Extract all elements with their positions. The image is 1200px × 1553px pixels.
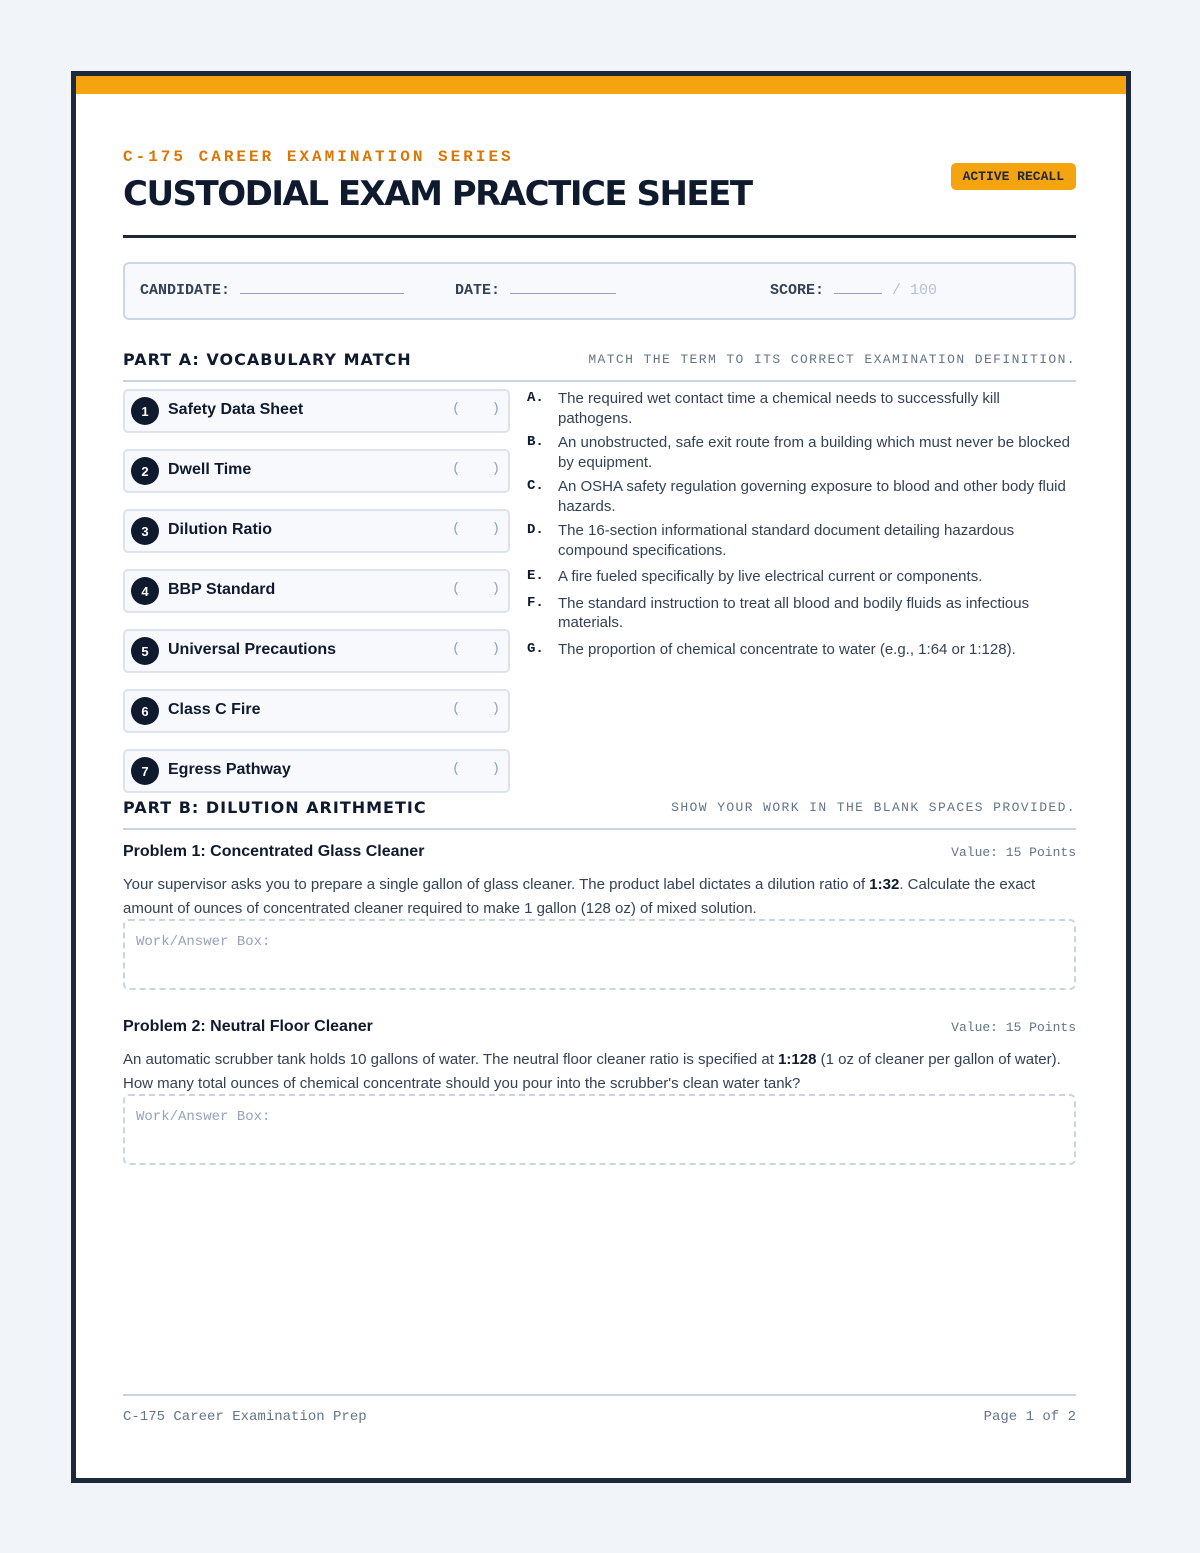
definition-item — [527, 477, 1076, 516]
score-max: / 100 — [892, 282, 938, 299]
date-field[interactable] — [455, 281, 616, 299]
part-b-title: PART B: DILUTION ARITHMETIC — [123, 798, 427, 817]
term-item — [123, 449, 510, 493]
part-a-title: PART A: VOCABULARY MATCH — [123, 350, 412, 369]
definition-item — [527, 640, 1076, 660]
definition-letter: B. — [527, 434, 544, 450]
term-answer-blank[interactable]: ( ) — [452, 701, 500, 717]
answer-box-label: Work/Answer Box: — [136, 1109, 271, 1125]
term-number: 1 — [131, 397, 159, 425]
dilution-ratio: 1:32 — [869, 876, 900, 893]
active-recall-badge: ACTIVE RECALL — [951, 163, 1076, 190]
term-item — [123, 569, 510, 613]
definition-item — [527, 521, 1076, 560]
part-b-header — [123, 798, 1076, 830]
term-answer-blank[interactable]: ( ) — [452, 761, 500, 777]
definition-item — [527, 594, 1076, 633]
score-label: SCORE: — [770, 282, 825, 299]
footer-divider — [123, 1394, 1076, 1396]
problem-text: Your supervisor asks you to prepare a single gallon of glass cleaner. The product label dictates a dilution ratio of 1:32. Calculate the exact amount of ounces of concentrated cleaner required to make 1 gallon (128 oz) of mixed solution. — [123, 876, 1036, 917]
problem-text: An automatic scrubber tank holds 10 gallons of water. The neutral floor cleaner ratio is specified at 1:128 (1 oz of cleaner per gallon of water). How many total ounces of chemical concentrate should you pour into the scrubber's clean water tank? — [123, 1051, 1061, 1092]
definition-text: A fire fueled specifically by live electrical current or components. — [558, 568, 983, 585]
problem-value: Value: 15 Points — [951, 845, 1076, 860]
definition-letter: A. — [527, 390, 544, 406]
footer-title: C-175 Career Examination Prep — [123, 1409, 367, 1425]
definition-text: The standard instruction to treat all blood and bodily fluids as infectious materials. — [558, 594, 1030, 631]
term-number: 2 — [131, 457, 159, 485]
date-blank[interactable] — [510, 281, 616, 294]
title-divider — [123, 235, 1076, 238]
term-label: Safety Data Sheet — [168, 401, 304, 418]
candidate-field[interactable] — [140, 281, 404, 299]
term-number: 5 — [131, 637, 159, 665]
answer-box-label: Work/Answer Box: — [136, 934, 271, 950]
term-label: Dilution Ratio — [168, 521, 272, 538]
term-answer-blank[interactable]: ( ) — [452, 581, 500, 597]
term-answer-blank[interactable]: ( ) — [452, 521, 500, 537]
problem-title: Problem 1: Concentrated Glass Cleaner — [123, 843, 425, 860]
term-answer-blank[interactable]: ( ) — [452, 461, 500, 477]
page-number: Page 1 of 2 — [983, 1409, 1076, 1425]
term-list — [123, 389, 510, 809]
score-field[interactable] — [770, 281, 937, 299]
series-label: C-175 CAREER EXAMINATION SERIES — [123, 148, 514, 166]
part-a-header — [123, 350, 1076, 382]
definition-letter: D. — [527, 522, 544, 538]
definition-item — [527, 389, 1076, 428]
term-label: Universal Precautions — [168, 641, 337, 658]
exam-sheet — [71, 71, 1131, 1483]
answer-box[interactable] — [123, 919, 1076, 990]
term-label: Egress Pathway — [168, 761, 291, 778]
term-number: 3 — [131, 517, 159, 545]
score-blank[interactable] — [834, 281, 882, 294]
definition-item — [527, 567, 1076, 587]
definition-text: The required wet contact time a chemical needs to successfully kill pathogens. — [558, 390, 1000, 427]
candidate-blank[interactable] — [240, 281, 404, 294]
term-label: Dwell Time — [168, 461, 252, 478]
candidate-label: CANDIDATE: — [140, 282, 231, 299]
problem-value: Value: 15 Points — [951, 1020, 1076, 1035]
definition-text: The 16-section informational standard document detailing hazardous compound specifications. — [558, 522, 1015, 559]
candidate-info-box — [123, 262, 1076, 320]
definition-item — [527, 433, 1076, 472]
definition-list — [527, 389, 1076, 659]
term-item — [123, 509, 510, 553]
definition-letter: F. — [527, 594, 544, 611]
part-a-note: MATCH THE TERM TO ITS CORRECT EXAMINATION DEFINITION. — [588, 352, 1076, 367]
definition-text: An OSHA safety regulation governing exposure to blood and other body fluid hazards. — [558, 478, 1066, 515]
sheet-content — [123, 76, 1076, 1478]
term-item — [123, 749, 510, 793]
dilution-ratio: 1:128 — [778, 1051, 817, 1068]
definition-letter: G. — [527, 640, 544, 657]
term-label: Class C Fire — [168, 701, 261, 718]
definition-letter: E. — [527, 568, 544, 584]
problem-title: Problem 2: Neutral Floor Cleaner — [123, 1018, 373, 1035]
term-number: 7 — [131, 757, 159, 785]
term-item — [123, 689, 510, 733]
term-number: 4 — [131, 577, 159, 605]
part-b-note: SHOW YOUR WORK IN THE BLANK SPACES PROVIDED. — [671, 800, 1076, 815]
definition-text: An unobstructed, safe exit route from a building which must never be blocked by equipment. — [558, 434, 1070, 471]
term-item — [123, 389, 510, 433]
term-item — [123, 629, 510, 673]
term-answer-blank[interactable]: ( ) — [452, 641, 500, 657]
page-title: CUSTODIAL EXAM PRACTICE SHEET — [123, 174, 752, 214]
date-label: DATE: — [455, 282, 501, 299]
term-number: 6 — [131, 697, 159, 725]
definition-letter: C. — [527, 478, 544, 494]
answer-box[interactable] — [123, 1094, 1076, 1165]
definition-text: The proportion of chemical concentrate to water (e.g., 1:64 or 1:128). — [558, 640, 1016, 658]
term-answer-blank[interactable]: ( ) — [452, 401, 500, 417]
term-label: BBP Standard — [168, 581, 276, 598]
